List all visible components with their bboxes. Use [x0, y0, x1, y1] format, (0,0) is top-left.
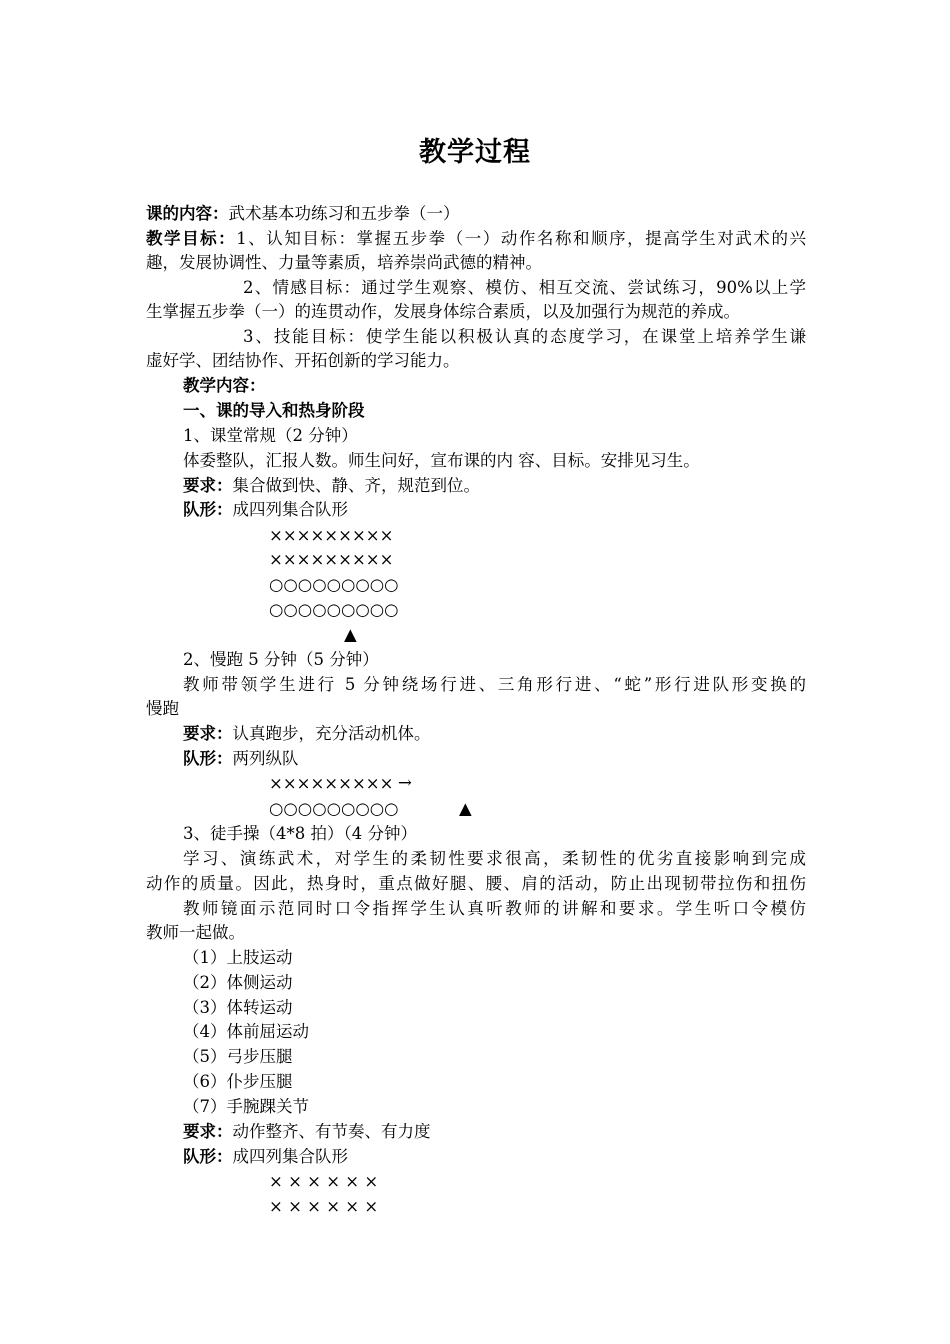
content-label: 课的内容：	[146, 204, 229, 223]
formation-row: ×××××××××	[269, 774, 394, 793]
formation-label: 队形：	[183, 1147, 233, 1166]
formation-text: 两列纵队	[232, 749, 299, 768]
formation-row: ○○○○○○○○○	[269, 575, 399, 594]
formation-row: ○○○○○○○○○	[269, 600, 399, 619]
goal-2-line-a: 2、情感目标：通过学生观察、模仿、相互交流、尝试练习，90%以上学	[243, 278, 806, 297]
goals-label: 教学目标：	[146, 229, 237, 248]
content-line	[146, 202, 460, 226]
teaching-content-heading: 教学内容：	[183, 376, 266, 395]
part-1-requirement	[183, 474, 480, 498]
part-3-formation	[183, 1145, 348, 1169]
formation-text: 成四列集合队形	[232, 500, 348, 519]
goal-3-line-b: 虚好学、团结协作、开拓创新的学习能力。	[146, 351, 460, 370]
teacher-marker: ▲	[459, 799, 472, 818]
requirement-text: 集合做到快、静、齐，规范到位。	[232, 476, 480, 495]
exercise-item: （7）手腕踝关节	[183, 1097, 309, 1116]
requirement-label: 要求：	[183, 1122, 233, 1141]
exercise-item: （2）体侧运动	[183, 973, 293, 992]
formation-row: × × × × × ×	[269, 1197, 379, 1216]
goal-2-line-b: 生掌握五步拳（一）的连贯动作，发展身体综合素质，以及加强行为规范的养成。	[146, 302, 740, 321]
part-2-desc-b: 慢跑	[146, 699, 179, 718]
exercise-item: （1）上肢运动	[183, 948, 293, 967]
requirement-label: 要求：	[183, 476, 233, 495]
part-1-formation	[183, 498, 348, 522]
formation-label: 队形：	[183, 500, 233, 519]
formation-label: 队形：	[183, 749, 233, 768]
arrow-icon: →	[398, 773, 412, 792]
part-3-heading: 3、徒手操（4*8 拍）（4 分钟）	[183, 824, 417, 843]
part-3-desc-b: 动作的质量。因此，热身时，重点做好腿、腰、肩的活动，防止出现韧带拉伤和扭伤	[146, 874, 806, 893]
part-1-desc: 体委整队，汇报人数。师生问好，宣布课的内 容、目标。安排见习生。	[183, 451, 700, 470]
goal-1-text-a: 1、认知目标：掌握五步拳（一）动作名称和顺序，提高学生对武术的兴	[236, 229, 807, 248]
exercise-item: （6）仆步压腿	[183, 1072, 293, 1091]
section-1-heading: 一、课的导入和热身阶段	[183, 401, 365, 420]
part-2-desc-a: 教师带领学生进行 5 分钟绕场行进、三角形行进、“蛇”形行进队形变换的	[183, 675, 806, 694]
formation-row: ×××××××××	[269, 526, 394, 545]
part-3-requirement	[183, 1120, 431, 1144]
part-2-requirement	[183, 722, 431, 746]
part-3-desc-a: 学习、演练武术，对学生的柔韧性要求很高，柔韧性的优劣直接影响到完成	[183, 849, 806, 868]
teacher-marker: ▲	[344, 625, 357, 644]
goal-1-line-a	[146, 227, 806, 251]
formation-row: ×××××××××	[269, 550, 394, 569]
goal-1-line-b: 趣，发展协调性、力量等素质，培养崇尚武德的精神。	[146, 253, 542, 272]
part-3-desc-c: 教师镜面示范同时口令指挥学生认真听教师的讲解和要求。学生听口令模仿	[183, 899, 806, 918]
exercise-item: （4）体前屈运动	[183, 1022, 309, 1041]
requirement-text: 认真跑步，充分活动机体。	[232, 724, 431, 743]
part-1-heading: 1、课堂常规（2 分钟）	[183, 426, 358, 445]
goal-3-line-a: 3、技能目标：使学生能以积极认真的态度学习，在课堂上培养学生谦	[243, 327, 806, 346]
formation-row: × × × × × ×	[269, 1172, 379, 1191]
exercise-item: （3）体转运动	[183, 998, 293, 1017]
requirement-label: 要求：	[183, 724, 233, 743]
page-title: 教学过程	[419, 137, 531, 168]
requirement-text: 动作整齐、有节奏、有力度	[232, 1122, 431, 1141]
part-2-formation	[183, 747, 299, 771]
formation-text: 成四列集合队形	[232, 1147, 348, 1166]
formation-row: ○○○○○○○○○	[269, 799, 399, 818]
content-text: 武术基本功练习和五步拳（一）	[228, 204, 460, 223]
part-2-heading: 2、慢跑 5 分钟（5 分钟）	[183, 650, 379, 669]
part-3-desc-d: 教师一起做。	[146, 923, 245, 942]
exercise-item: （5）弓步压腿	[183, 1047, 293, 1066]
